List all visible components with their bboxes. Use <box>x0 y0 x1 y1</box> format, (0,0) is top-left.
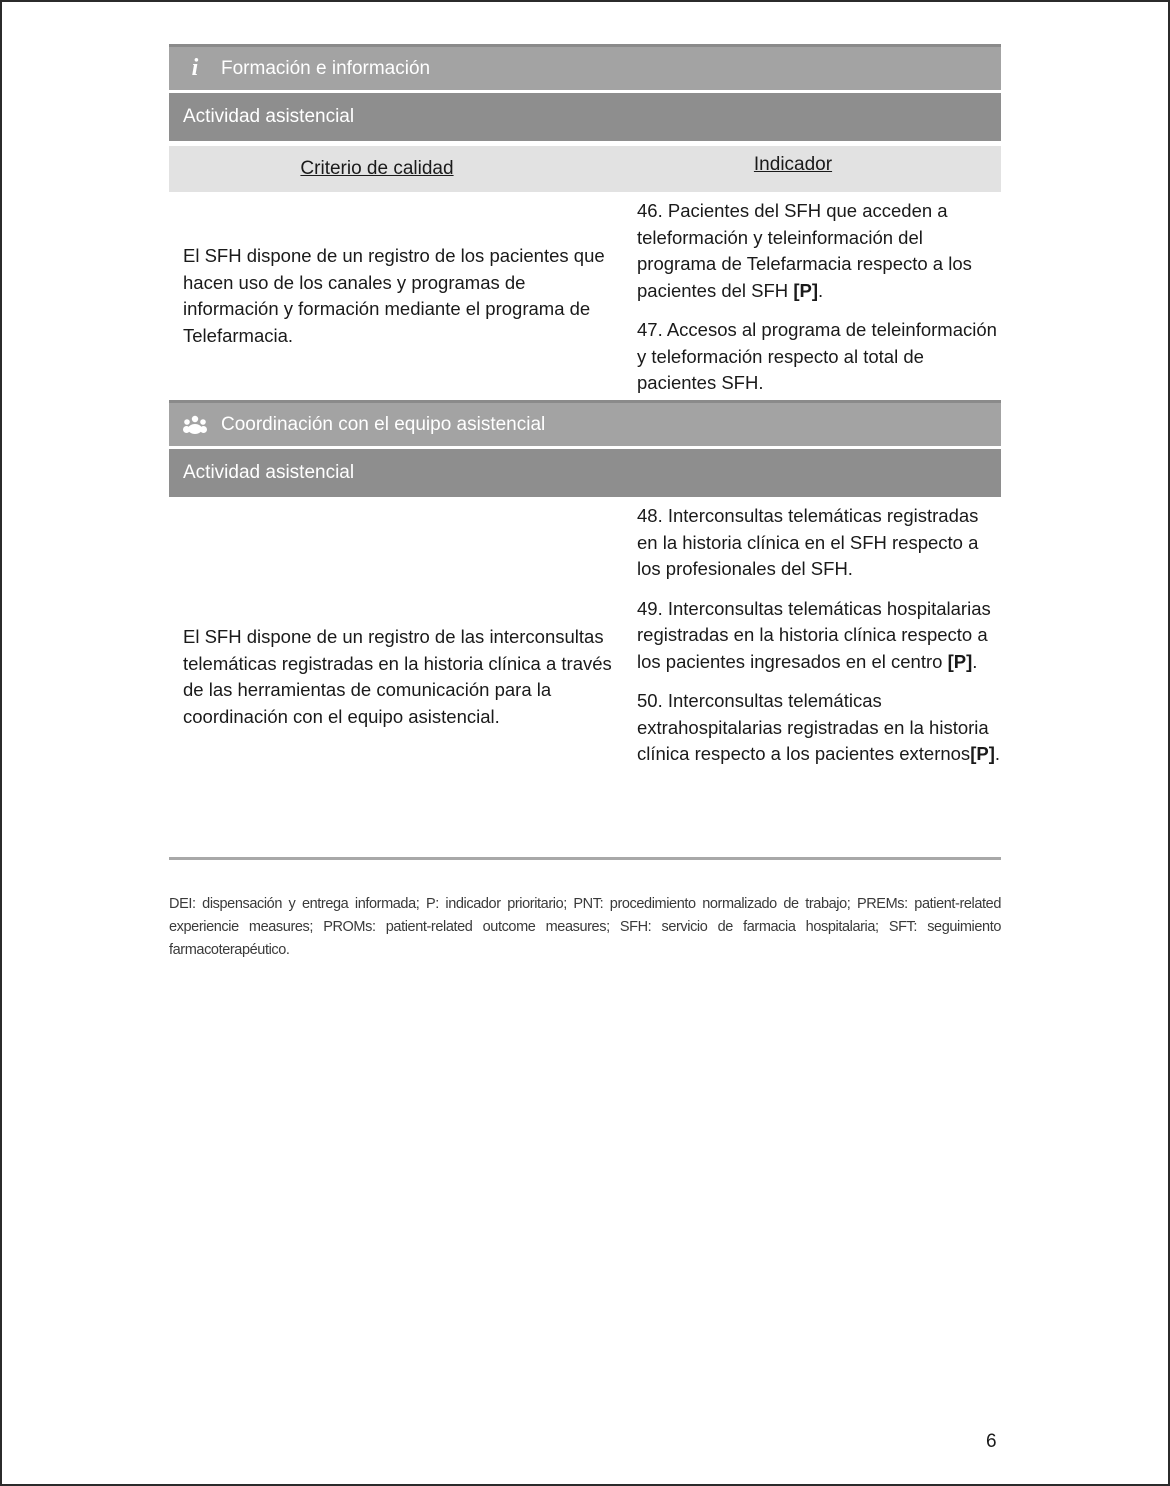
quality-criteria-table <box>169 44 1001 860</box>
page-number: 6 <box>986 1431 997 1452</box>
indicator-item: 48. Interconsultas telemáticas registradas en la historia clínica en el SFH respecto a los profesionales del SFH. <box>637 505 979 579</box>
team-coordination-icon <box>169 414 221 436</box>
section-title: Formación e información <box>221 57 431 79</box>
subsection-header: Actividad asistencial <box>169 449 1001 497</box>
table-row <box>169 192 1001 400</box>
column-header-indicador: Indicador <box>753 154 833 175</box>
criterio-cell <box>169 192 625 400</box>
column-headers <box>169 146 1001 192</box>
footnote: DEI: dispensación y entrega informada; P: indicador prioritario; PNT: procedimiento normalizado de trabajo; PREMs: patient-related experiencie measures; PROMs: patient-related outcome measures; SFH: servicio de farmacia hospitalaria; SFT: seguimiento farmacoterapéutico. <box>169 896 1001 958</box>
indicator-item: 46. Pacientes del SFH que acceden a teleformación y teleinformación del programa de Telefarmacia respecto a los pacientes del SFH [P]. <box>637 200 972 301</box>
criterio-text: El SFH dispone de un registro de las interconsultas telemáticas registradas en la historia clínica a través de las herramientas de comunicación para la coordinación con el equipo asistencial. <box>183 626 612 727</box>
indicator-item: 47. Accesos al programa de teleinformación y teleformación respecto al total de pacientes SFH. <box>637 319 997 393</box>
table-row <box>169 497 1001 857</box>
indicador-cell <box>625 192 1001 400</box>
column-header-criterio: Criterio de calidad <box>300 158 454 179</box>
criterio-text: El SFH dispone de un registro de los pacientes que hacen uso de los canales y programas de información y formación mediante el programa de Telefarmacia. <box>183 245 605 346</box>
section-title: Coordinación con el equipo asistencial <box>221 413 546 435</box>
indicador-cell <box>625 497 1001 857</box>
priority-flag: [P] <box>947 650 973 672</box>
criterio-cell <box>169 497 625 857</box>
table-end-rule <box>169 857 1001 860</box>
indicator-item: 50. Interconsultas telemáticas extrahospitalarias registradas en la historia clínica respecto a los pacientes externos[P]. <box>637 690 1000 764</box>
info-icon: i <box>191 55 199 81</box>
section-header-formacion <box>169 44 1001 90</box>
indicator-item: 49. Interconsultas telemáticas hospitalarias registradas en la historia clínica respecto a los pacientes ingresados en el centro [P]. <box>637 597 991 672</box>
subsection-header: Actividad asistencial <box>169 93 1001 141</box>
section-header-coordinacion <box>169 400 1001 446</box>
priority-flag: [P] <box>970 743 995 764</box>
priority-flag: [P] <box>793 279 818 301</box>
